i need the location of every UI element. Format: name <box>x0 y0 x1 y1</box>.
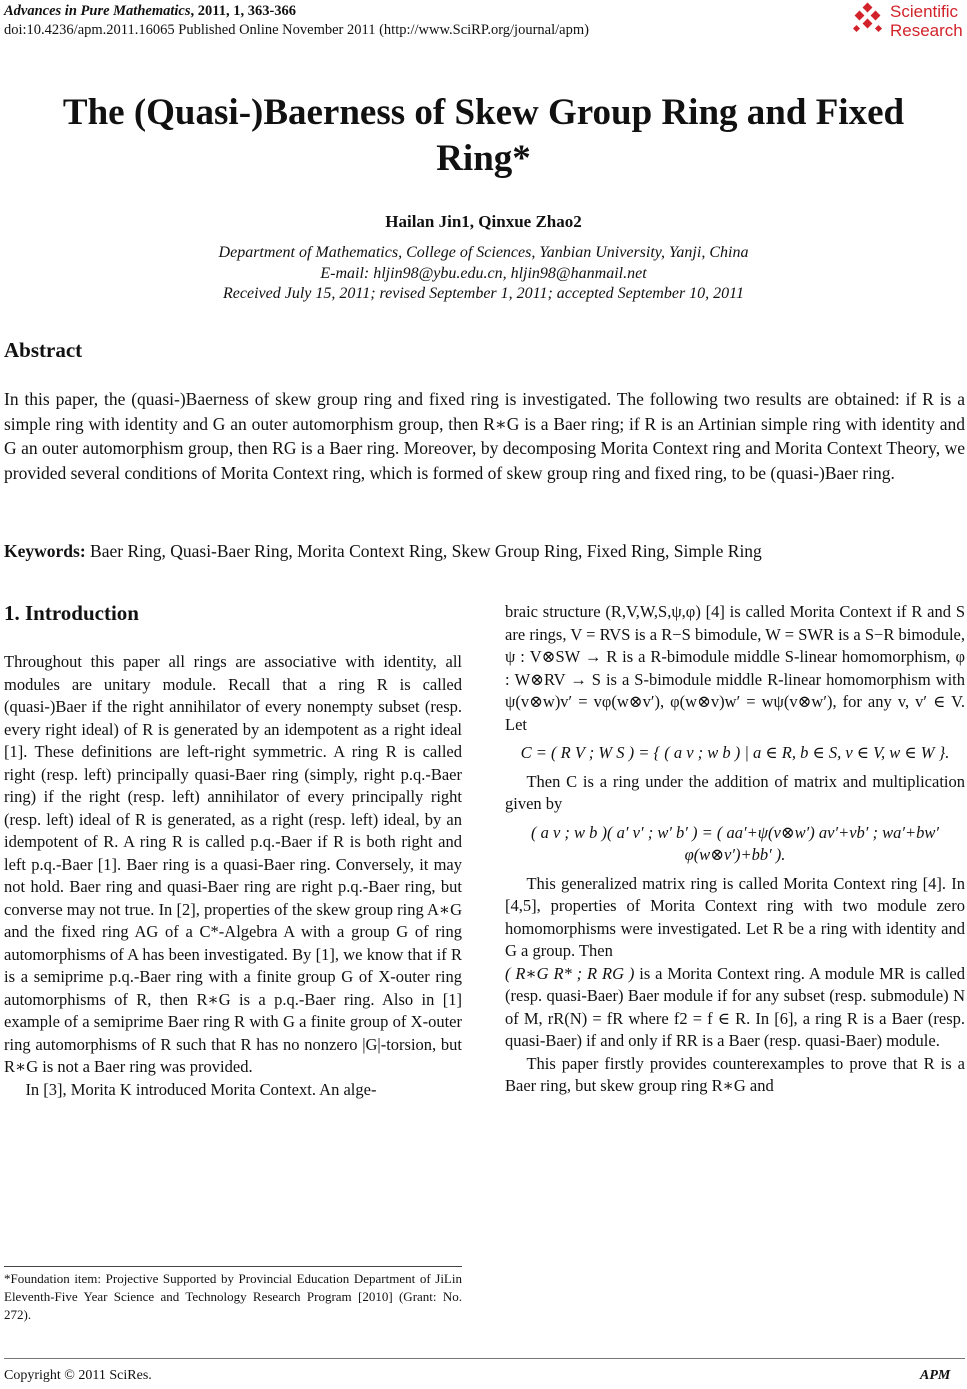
journal-abbreviation: APM <box>920 1368 951 1383</box>
left-column <box>4 651 462 1101</box>
intro-heading: 1. Introduction <box>4 601 139 625</box>
dates: Received July 15, 2011; revised September 1, 2011; accepted September 10, 2011 <box>223 285 744 302</box>
copyright: Copyright © 2011 SciRes. <box>4 1368 152 1383</box>
abstract-heading: Abstract <box>4 338 83 362</box>
skew-fixed-matrix: ( R∗G R* ; R RG ) <box>505 963 635 983</box>
logo-mark-icon <box>850 2 886 38</box>
journal-meta: , 2011, 1, 363-366 <box>190 3 297 19</box>
footnote-divider <box>4 1266 462 1267</box>
intro-paragraph-1: Throughout this paper all rings are associative with identity, all modules are unitary module. Recall that a ring R is called (quasi-)Baer if the right annihilator of every nonempty subset (resp. every right ideal) of R is generated by an idempotent as a right ideal [1]. These definitions are left-right symmetric. A ring R is called right (resp. left) principally quasi-Baer ring (simply, right p.q.-Baer ring) if the right (resp. left) annihilator of every principally right (resp. left) ideal of R is generated, as a right (resp. left) ideal, by an idempotent of R. A ring R is called p.q.-Baer if R is both right and left p.q.-Baer [1]. Baer ring is a quasi-Baer ring. Conversely, it may not hold. Baer ring and quasi-Baer ring are right p.q.-Baer ring, but converse may not true. In [2], properties of the skew group ring A∗G and the fixed ring AG of a C*-Algebra A with a group G of ring automorphisms of A has been investigated. By [1], we know that if R is a semiprime p.q.-Baer ring with a finite group G of X-outer ring automorphisms of R, then R∗G is a p.q.-Baer ring. Also in [1] example of a semiprime Baer ring R with G a finite group of X-outer ring automorphisms of R such that R has no nonzero |G|-torsion, but R∗G is not a Baer ring was provided. <box>4 652 462 1076</box>
abstract-text: In this paper, the (quasi-)Baerness of skew group ring and fixed ring is investigated. The following two results are obtained: if R is a simple ring with identity and G an outer automorphism group, then R∗G is a Baer ring; if R is an Artinian simple ring with identity and G an outer automorphism group, then RG is a Baer ring. Moreover, by decomposing Morita Context ring and Morita Context Theory, we provided several conditions of Morita Context ring, which is formed of skew group ring and fixed ring, to be (quasi-)Baer ring. <box>4 389 965 483</box>
equation-morita-ring: C = ( R V ; W S ) = { ( a v ; w b ) | a ∈ R, b ∈ S, v ∈ V, w ∈ W }. <box>520 743 950 762</box>
intro-paragraph-2: In [3], Morita K introduced Morita Context. An alge- <box>25 1079 377 1099</box>
affiliation: Department of Mathematics, College of Sciences, Yanbian University, Yanji, China <box>218 244 749 261</box>
affiliation-block <box>0 243 967 305</box>
paper-plan-paragraph: This paper firstly provides counterexamples to prove that R is a Baer ring, but skew group ring R∗G and <box>505 1053 965 1095</box>
authors: Hailan Jin1, Qinxue Zhao2 <box>385 212 582 231</box>
baer-module-paragraph: ( R∗G R* ; R RG ) is a Morita Context ring. A module MR is called (resp. quasi-Baer) Baer module if for any subset (resp. submodule) N of M, rR(N) = fR where f2 = f ∈ R. In [6], a ring R is a Baer (resp. quasi-Baer) if and only if RR is a Baer (resp. quasi-Baer) module. <box>505 963 965 1050</box>
doi-line: doi:10.4236/apm.2011.16065 Published Online November 2011 (http://www.SciRP.org/journal/apm) <box>4 22 589 38</box>
equation-multiplication: ( a v ; w b )( a′ v′ ; w′ b′ ) = ( aa′+ψ(v⊗w′) av′+vb′ ; wa′+bw′ φ(w⊗v′)+bb′ ). <box>530 822 940 864</box>
ring-statement: Then C is a ring under the addition of matrix and multiplication given by <box>505 771 965 813</box>
email: E-mail: hljin98@ybu.edu.cn, hljin98@hanmail.net <box>320 264 647 282</box>
morita-context-paragraph: This generalized matrix ring is called Morita Context ring [4]. In [4,5], properties of Morita Context ring with two module zero homomorphisms were investigated. Let R be a ring with identity and G a group. Then <box>505 873 965 960</box>
morita-definition: braic structure (R,V,W,S,ψ,φ) [4] is called Morita Context if R and S are rings, V = RVS is a R−S bimodule, W = SWR is a S−R bimodule, ψ : V⊗SW → R is a R-bimodule middle S-linear homomorphism, φ : W⊗RV → S is a S-bimodule middle R-linear homomorphism with ψ(v⊗w)v′ = vφ(w⊗v′), φ(w⊗v)w′ = wψ(v⊗w′), for any v, v′ ∈ V. Let <box>505 602 965 734</box>
scirp-logo <box>850 2 966 42</box>
paper-title: The (Quasi-)Baerness of Skew Group Ring and Fixed Ring* <box>62 92 905 179</box>
logo-text: Scientific Research <box>890 2 963 40</box>
keywords <box>4 541 965 562</box>
journal-name: Advances in Pure Mathematics <box>4 3 191 19</box>
footnote: *Foundation item: Projective Supported by Provincial Education Department of JiLin Eleventh-Five Year Science and Technology Research Program [2010] (Grant: No. 272). <box>4 1271 462 1322</box>
right-column <box>505 601 965 1098</box>
keywords-label: Keywords: <box>4 541 86 561</box>
journal-header <box>4 3 296 20</box>
keywords-text: Baer Ring, Quasi-Baer Ring, Morita Context Ring, Skew Group Ring, Fixed Ring, Simple Ring <box>85 541 762 561</box>
footer-divider <box>4 1358 965 1359</box>
